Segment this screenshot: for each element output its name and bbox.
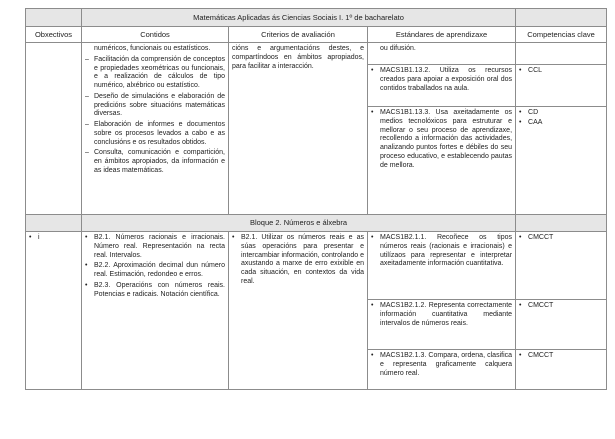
block1-competency-cell <box>516 65 607 107</box>
title-blank-cell <box>26 9 82 27</box>
block2-objectives-cell <box>26 232 82 390</box>
block2-criteria-cell <box>229 232 368 390</box>
list-item: • MACS1B2.1.1. Recoñece os tipos números reais (racionais e irracionais) e utilízaos para representar e interpretar axeitadamente información cuantitativa. <box>371 234 513 268</box>
list-item: • CCL <box>519 67 543 74</box>
block1-standard-cell <box>368 65 516 107</box>
list-item: • MACS1B1.13.2. Utiliza os recursos creados para apoiar a exposición oral dos contidos traballados na aula. <box>371 67 513 92</box>
list-item: – Elaboración de informes e documentos sobre os procesos levados a cabo e as conclusións e os resultados obtidos. <box>85 121 225 146</box>
block2-competency-cell <box>516 300 607 350</box>
list-item: – Consulta, comunicación e compartición, en ámbitos apropiados, da información e as ideas matemáticas. <box>85 149 225 174</box>
list-item: • B2.2. Aproximación decimal dun número real. Estimación, redondeo e erros. <box>85 262 225 278</box>
list-item: • MACS1B1.13.3. Usa axeitadamente os medios tecnolóxicos para estruturar e mellorar o seu proceso de aprendizaxe, recollendo a información das actividades, analizando puntos fortes e débiles do seu proceso educativo, e establecendo pautas de mellora. <box>371 109 513 169</box>
block2-blank-cell <box>26 215 82 232</box>
list-item: • CD <box>519 109 539 116</box>
list-item: • B2.1. Números racionais e irracionais. Número real. Representación na recta real. Intervalos. <box>85 234 225 259</box>
list-item: • B2.3. Operacións con números reais. Potencias e radicais. Notación científica. <box>85 281 225 298</box>
list-item: • i <box>29 234 40 241</box>
curriculum-table <box>25 8 607 390</box>
block1-contents-cell <box>82 43 229 215</box>
list-item: – Deseño de simulacións e elaboración de predicións sobre situacións matemáticas diversas. <box>85 92 225 118</box>
block1-standard-cell <box>368 43 516 65</box>
block2-title: Bloque 2. Números e álxebra <box>82 215 516 232</box>
table-title: Matemáticas Aplicadas ás Ciencias Sociais I. 1º de bacharelato <box>82 9 516 27</box>
title-blank-cell-right <box>516 9 607 27</box>
header-competencies: Competencias clave <box>516 27 607 43</box>
list-item: • CAA <box>519 118 543 126</box>
block2-standard-cell <box>368 232 516 300</box>
header-objectives: Obxectivos <box>26 27 82 43</box>
block2-competency-cell <box>516 232 607 300</box>
list-item: • B2.1. Utilizar os números reais e as súas operacións para presentar e intercambiar información, controlando e axustando a marxe de erro exixible en cada situación, en contextos da vida real. <box>232 234 364 285</box>
block1-contents-list <box>85 45 225 176</box>
block1-standard-cell <box>368 107 516 215</box>
block2-standard-cell <box>368 300 516 350</box>
block1-objectives-cell <box>26 43 82 215</box>
list-item: – Facilitación da comprensión de conceptos e propiedades xeométricas ou funcionais, e a realización de cálculos de tipo numérico, alxébrico ou estatístico. <box>85 55 225 89</box>
list-item: ou difusión. <box>380 45 416 52</box>
block1-competency-cell <box>516 107 607 215</box>
list-item: • MACS1B2.1.2. Representa correctamente información cuantitativa mediante intervalos de números reais. <box>371 302 513 327</box>
header-standards: Estándares de aprendizaxe <box>368 27 516 43</box>
block1-criteria-cell: cións e argumentacións destes, e compartíndoos en ámbitos apropiados, para facilitar a interacción. <box>229 43 368 215</box>
list-item: numéricos, funcionais ou estatísticos. <box>94 45 211 52</box>
block1-competency-cell <box>516 43 607 65</box>
block2-standard-cell <box>368 350 516 390</box>
list-item: • CMCCT <box>519 352 554 359</box>
header-contents: Contidos <box>82 27 229 43</box>
block2-contents-cell <box>82 232 229 390</box>
list-item: • CMCCT <box>519 234 554 241</box>
curriculum-page <box>25 8 606 390</box>
list-item: • CMCCT <box>519 302 554 309</box>
block2-contents-list <box>85 234 225 299</box>
list-item: • MACS1B2.1.3. Compara, ordena, clasifica e representa graficamente calquera número real. <box>371 352 513 377</box>
block2-blank-cell-right <box>516 215 607 232</box>
header-criteria: Criterios de avaliación <box>229 27 368 43</box>
block2-competency-cell <box>516 350 607 390</box>
